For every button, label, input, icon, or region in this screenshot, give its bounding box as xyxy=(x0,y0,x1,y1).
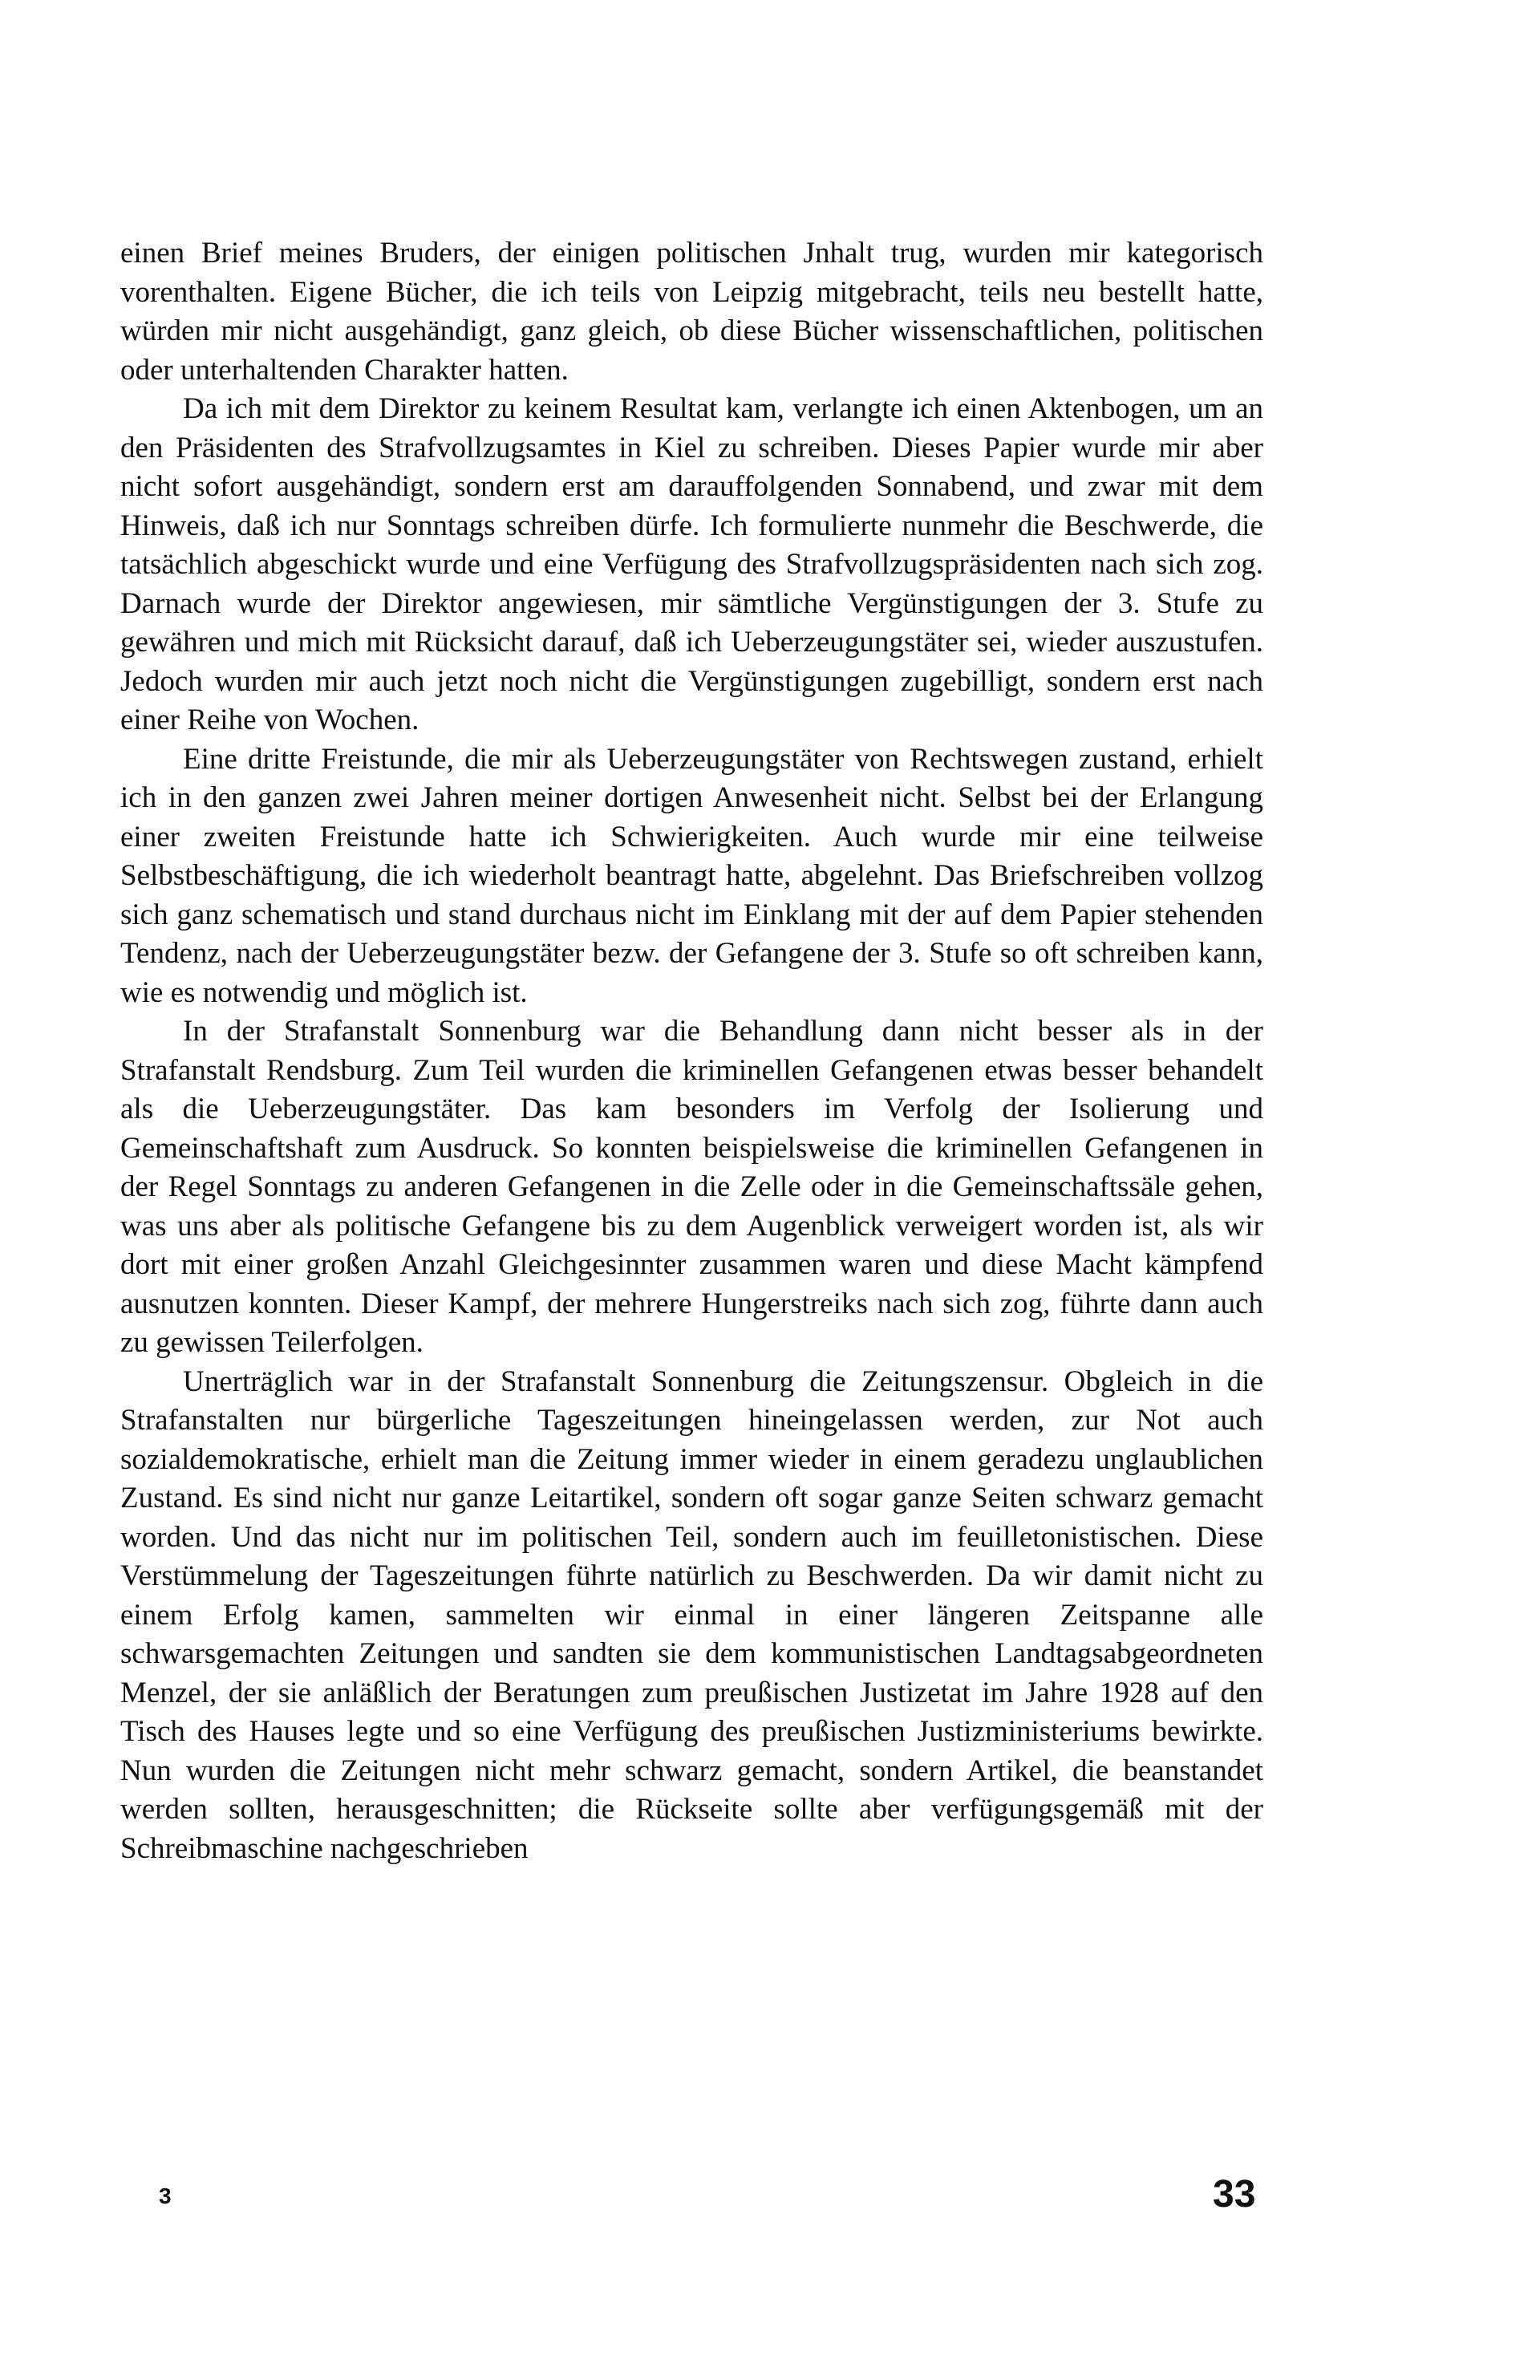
body-text xyxy=(120,234,1263,1868)
paragraph-1: einen Brief meines Bruders, der einigen politischen Jnhalt trug, wurden mir kategorisch vorenthalten. Eigene Bücher, die ich teils von Leipzig mitgebracht, teils neu bestellt hatte, würden mir nicht ausgehändigt, ganz gleich, ob diese Bücher wissenschaftlichen, politischen oder unterhaltenden Charakter hatten. xyxy=(120,237,1263,387)
paragraph-3: Eine dritte Freistunde, die mir als Ueberzeugungstäter von Rechtswegen zustand, erhielt ich in den ganzen zwei Jahren meiner dortigen Anwesenheit nicht. Selbst bei der Erlangung einer zweiten Freistunde hatte ich Schwierigkeiten. Auch wurde mir eine teilweise Selbstbeschäftigung, die ich wiederholt beantragt hatte, abgelehnt. Das Briefschreiben vollzog sich ganz schematisch und stand durchaus nicht im Einklang mit der auf dem Papier stehenden Tendenz, nach der Ueberzeugungstäter bezw. der Gefangene der 3. Stufe so oft schreiben kann, wie es notwendig und möglich ist. xyxy=(120,742,1263,1009)
page-number: 33 xyxy=(1213,2173,1256,2216)
paragraph-5: Unerträglich war in der Strafanstalt Sonnenburg die Zeitungszensur. Obgleich in die Strafanstalten nur bürgerliche Tageszeitungen hineingelassen werden, zur Not auch sozialdemokratische, erhielt man die Zeitung immer wieder in einem geradezu unglaublichen Zustand. Es sind nicht nur ganze Leitartikel, sondern oft sogar ganze Seiten schwarz gemacht worden. Und das nicht nur im politischen Teil, sondern auch im feuilletonistischen. Diese Verstümmelung der Tageszeitungen führte natürlich zu Beschwerden. Da wir damit nicht zu einem Erfolg kamen, sammelten wir einmal in einer längeren Zeitspanne alle schwarsgemachten Zeitungen und sandten sie dem kommunistischen Landtagsabgeordneten Menzel, der sie anläßlich der Beratungen zum preußischen Justizetat im Jahre 1928 auf den Tisch des Hauses legte und so eine Verfügung des preußischen Justizministeriums bewirkte. Nun wurden die Zeitungen nicht mehr schwarz gemacht, sondern Artikel, die beanstandet werden sollten, herausgeschnitten; die Rückseite sollte aber verfügungsgemäß mit der Schreibmaschine nachgeschrieben xyxy=(120,1364,1263,1865)
paragraph-2: Da ich mit dem Direktor zu keinem Resultat kam, verlangte ich einen Aktenbogen, um an den Präsidenten des Strafvollzugsamtes in Kiel zu schreiben. Dieses Papier wurde mir aber nicht sofort ausgehändigt, sondern erst am darauffolgenden Sonnabend, und zwar mit dem Hinweis, daß ich nur Sonntags schreiben dürfe. Ich formulierte nunmehr die Beschwerde, die tatsächlich abgeschickt wurde und eine Verfügung des Strafvollzugspräsidenten nach sich zog. Darnach wurde der Direktor angewiesen, mir sämtliche Vergünstigungen der 3. Stufe zu gewähren und mich mit Rücksicht darauf, daß ich Ueberzeugungstäter sei, wieder auszustufen. Jedoch wurden mir auch jetzt noch nicht die Vergünstigungen zugebilligt, sondern erst nach einer Reihe von Wochen. xyxy=(120,392,1263,736)
signature-mark: 3 xyxy=(159,2183,172,2208)
paragraph-4: In der Strafanstalt Sonnenburg war die Behandlung dann nicht besser als in der Strafanstalt Rendsburg. Zum Teil wurden die kriminellen Gefangenen etwas besser behandelt als die Ueberzeugungstäter. Das kam besonders im Verfolg der Isolierung und Gemeinschaftshaft zum Ausdruck. So konnten beispielsweise die kriminellen Gefangenen in der Regel Sonntags zu anderen Gefangenen in die Zelle oder in die Gemeinschaftssäle gehen, was uns aber als politische Gefangene bis zu dem Augenblick verweigert worden ist, als wir dort mit einer großen Anzahl Gleichgesinnter zusammen waren und diese Macht kämpfend ausnutzen konnten. Dieser Kampf, der mehrere Hungerstreiks nach sich zog, führte dann auch zu gewissen Teilerfolgen. xyxy=(120,1015,1263,1359)
